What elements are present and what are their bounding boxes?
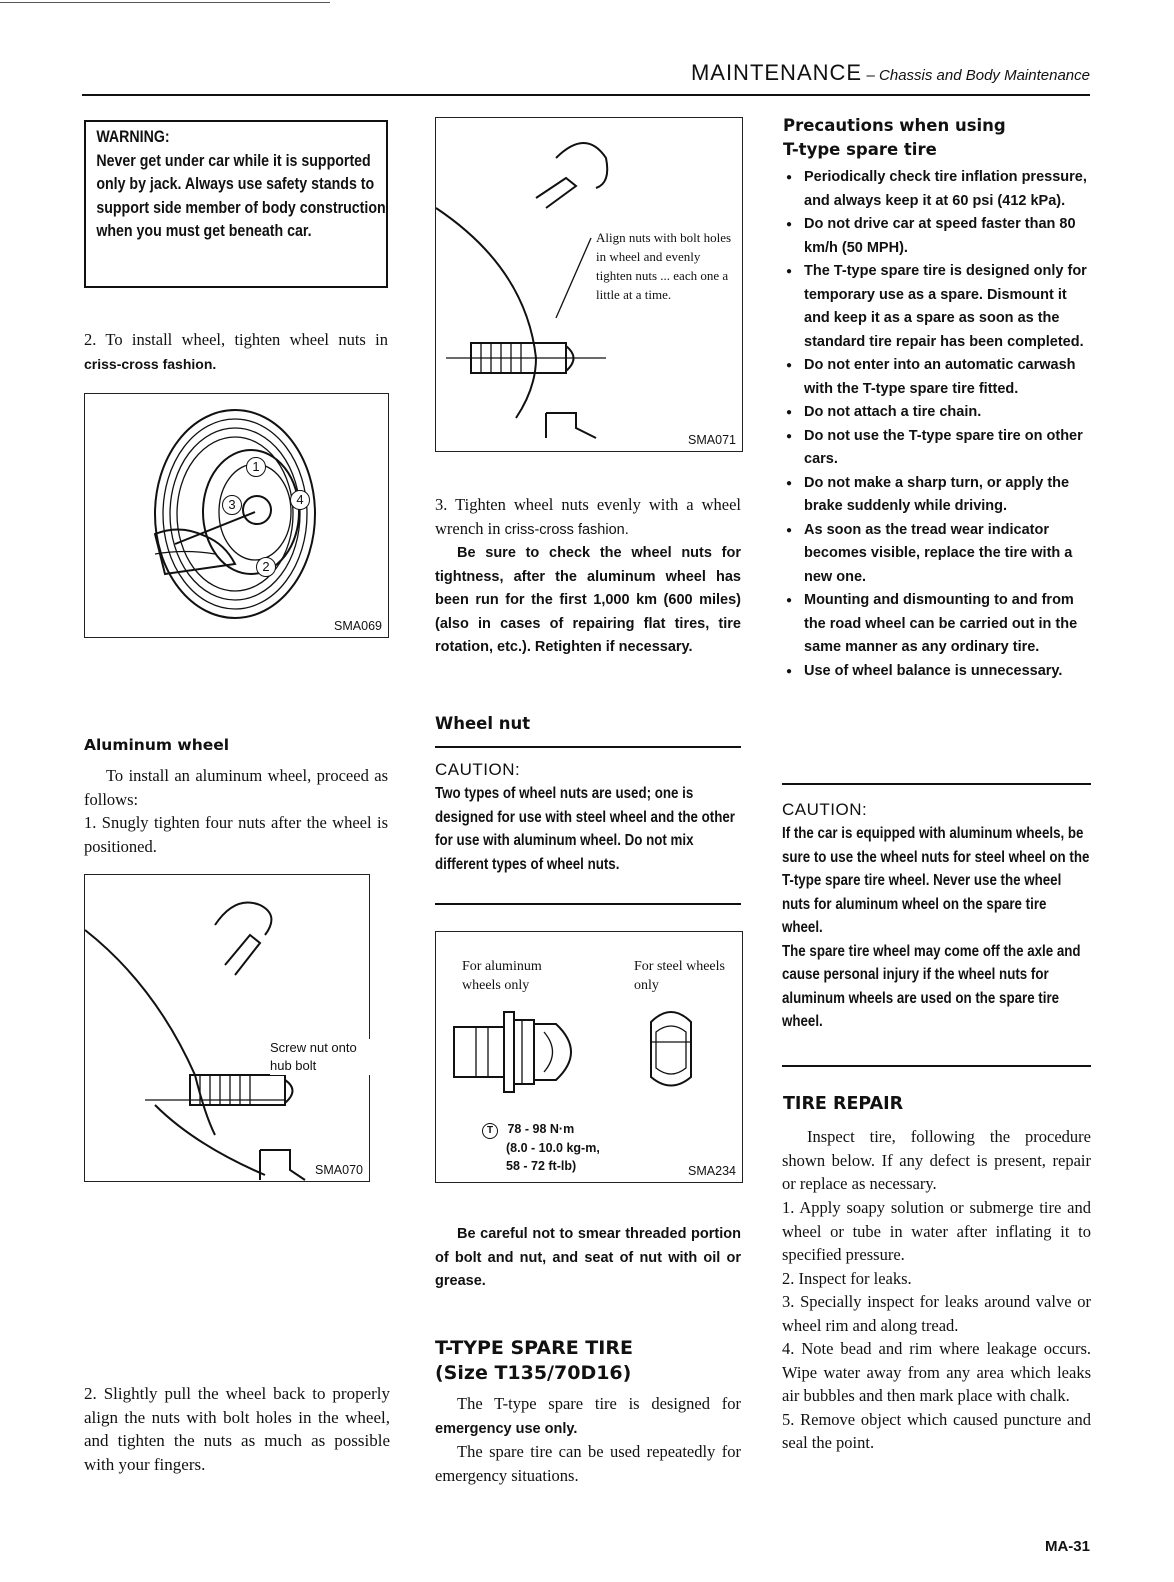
precaution-item: ● Do not attach a tire chain. [782, 401, 1090, 425]
screw-nut-callout: Screw nut onto hub bolt [270, 1039, 380, 1075]
page-number: MA-31 [1044, 1538, 1090, 1555]
figure-sma069 [84, 393, 389, 638]
page-header [600, 60, 1090, 86]
figure-label-sma069: SMA069 [334, 619, 382, 633]
precaution-item: ● The T-type spare tire is designed only for temporary use as a spare. Dismount it and keep it as a spare as soon as the standard tire repair has been completed. [782, 260, 1090, 354]
careful-note: Be careful not to smear threaded portion of bolt and nut, and seat of nut with oil or grease. [435, 1226, 741, 1289]
torque-symbol: T [482, 1123, 498, 1139]
precautions-heading-line-2: T-type spare tire [783, 139, 937, 159]
warning-title: WARNING: [96, 128, 170, 146]
tire-repair-intro: Inspect tire, following the procedure shown below. If any defect is present, repair or replace as necessary. [782, 1127, 1091, 1193]
figure-label-sma234: SMA234 [688, 1164, 736, 1178]
spare-tire-heading [435, 1336, 633, 1386]
precautions-list [782, 166, 1090, 683]
precaution-item: ● Do not drive car at speed faster than 80 km/h (50 MPH). [782, 213, 1090, 260]
spare-paragraph-2: The spare tire can be used repeatedly for emergency situations. [435, 1442, 741, 1485]
tire-repair-steps [782, 1196, 1091, 1455]
spare-heading-line-1: T-TYPE SPARE TIRE [435, 1337, 633, 1359]
tire-repair-step: 5. Remove object which caused puncture and seal the point. [782, 1409, 1091, 1452]
marker-4: 4 [290, 490, 310, 510]
header-rule [82, 94, 1090, 96]
spare-paragraph-1: The T-type spare tire is designed for emergency use only. [435, 1394, 741, 1437]
aluminum-step-1: 1. Snugly tighten four nuts after the wheel is positioned. [84, 813, 388, 856]
header-section: MAINTENANCE [690, 60, 863, 85]
tire-repair-step: 3. Specially inspect for leaks around valve or wheel rim and along tread. [782, 1292, 1091, 1335]
warning-box [84, 120, 388, 288]
tire-repair-step: 1. Apply soapy solution or submerge tire and wheel or tube in water after inflating it to specified pressure. [782, 1198, 1091, 1264]
torque-line-1: 78 - 98 N·m [507, 1122, 575, 1136]
spare-heading-line-2: (Size T135/70D16) [435, 1362, 632, 1384]
figure-label-sma070: SMA070 [315, 1163, 363, 1177]
emergency-use-emphasis: emergency use only. [435, 1420, 578, 1437]
tire-criss-cross-illustration [85, 394, 388, 637]
precaution-item: ● Do not enter into an automatic carwash with the T-type spare tire fitted. [782, 354, 1090, 401]
caution-title-2: CAUTION: [782, 800, 868, 819]
precautions-heading-line-1: Precautions when using [783, 116, 1006, 135]
aluminum-wheel-heading: Aluminum wheel [84, 736, 230, 754]
torque-line-2: (8.0 - 10.0 kg-m, [506, 1141, 600, 1155]
tire-repair-heading: TIRE REPAIR [783, 1094, 904, 1114]
precaution-item: ● Periodically check tire inflation pressure, and always keep it at 60 psi (412 kPa). [782, 166, 1090, 213]
tighten-step-3: 3. Tighten wheel nuts evenly with a wheel wrench in criss-cross fashion. [435, 495, 741, 538]
criss-cross-emphasis: criss-cross fashion. [84, 355, 217, 372]
precautions-heading [783, 114, 1006, 161]
wheel-nut-rule [435, 746, 741, 748]
warning-text: Never get under car while it is supported only by jack. Always use safety stands to support side member of body construction when you must get beneath car. [96, 151, 386, 240]
torque-line-3: 58 - 72 ft-lb) [506, 1159, 577, 1173]
precaution-item: ● Use of wheel balance is unnecessary. [782, 660, 1090, 684]
align-nuts-callout: Align nuts with bolt holes in wheel and evenly tighten nuts ... each one a little at a time. [596, 228, 738, 304]
precaution-item: ● Mounting and dismounting to and from the road wheel can be carried out in the same manner as any ordinary tire. [782, 589, 1090, 660]
caution-text-2b: The spare tire wheel may come off the axle and cause personal injury if the wheel nuts for aluminum wheels are used on the spare tire wheel. [782, 942, 1081, 1030]
caution-spare-wheel [782, 798, 1091, 1034]
aluminum-intro: To install an aluminum wheel, proceed as follows: [84, 766, 388, 809]
caution-bottom-rule-2 [782, 1065, 1091, 1067]
marker-1: 1 [246, 457, 266, 477]
caution-wheel-nuts [435, 758, 741, 876]
marker-3: 3 [222, 495, 242, 515]
marker-2: 2 [256, 557, 276, 577]
figure-sma070 [84, 874, 370, 1182]
steel-only-caption: For steel wheels only [634, 959, 725, 993]
figure-label-sma071: SMA071 [688, 433, 736, 447]
torque-spec [482, 1120, 600, 1175]
install-step-2b: 2. Slightly pull the wheel back to properly align the nuts with bolt holes in the wheel, and tighten the nuts as much as possible with your fingers. [84, 1384, 390, 1474]
caution-title-1: CAUTION: [435, 760, 521, 779]
hub-nut-illustration [85, 875, 369, 1181]
header-subsection: – Chassis and Body Maintenance [866, 67, 1090, 84]
precaution-item: ● Do not make a sharp turn, or apply the brake suddenly while driving. [782, 472, 1090, 519]
wheel-nut-heading: Wheel nut [435, 714, 531, 733]
caution-rule-1 [435, 903, 741, 905]
tire-repair-step: 4. Note bead and rim where leakage occurs. Wipe water away from any area which leaks air bubbles and then mark place with chalk. [782, 1339, 1091, 1405]
aluminum-only-caption: For aluminum wheels only [462, 959, 542, 993]
caution-top-rule-2 [782, 783, 1091, 785]
tire-repair-step: 2. Inspect for leaks. [782, 1268, 912, 1288]
wheel-nut-types-illustration [436, 1002, 742, 1102]
precaution-item: ● As soon as the tread wear indicator becomes visible, replace the tire with a new one. [782, 519, 1090, 590]
precaution-item: ● Do not use the T-type spare tire on other cars. [782, 425, 1090, 472]
caution-text-2: If the car is equipped with aluminum wheels, be sure to use the wheel nuts for steel wheel on the T-type spare tire wheel. Never use the wheel nuts for aluminum wheel on the spare tire wheel. [782, 825, 1090, 936]
criss-cross-emphasis-2: criss-cross fashion. [504, 521, 629, 538]
figure-sma234 [435, 931, 743, 1183]
be-sure-note: Be sure to check the wheel nuts for tightness, after the aluminum wheel has been run for the first 1,000 km (600 miles) (also in cases of repairing flat tires, tire rotation, etc.). Retighten if necessary. [435, 545, 741, 655]
figure-sma071 [435, 117, 743, 452]
caution-text-1: Two types of wheel nuts are used; one is designed for use with steel wheel and the other for use with aluminum wheel. Do not mix different types of wheel nuts. [435, 785, 735, 873]
top-left-rule [0, 2, 330, 3]
install-step-2: 2. To install wheel, tighten wheel nuts in criss-cross fashion. [84, 330, 388, 372]
